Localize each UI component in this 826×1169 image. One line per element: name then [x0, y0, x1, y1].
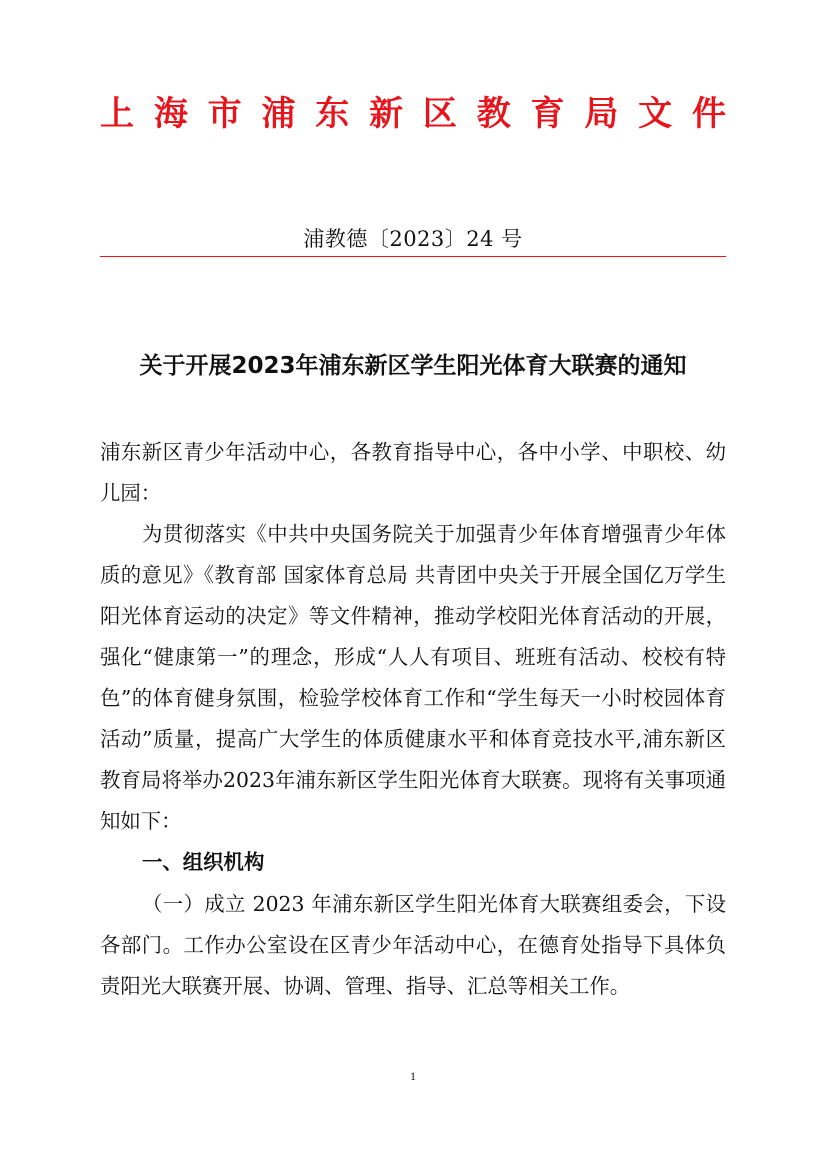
intro-paragraph: 为贯彻落实《中共中央国务院关于加强青少年体育增强青少年体质的意见》《教育部 国家体育总局 共青团中央关于开展全国亿万学生阳光体育运动的决定》等文件精神，推动学校阳光体育活动的开展，强化“健康第一”的理念，形成“人人有项目、班班有活动、校校有特色”的体育健身氛围，检验学校体育工作和“学生每天一小时校园体育活动”质量，提高广大学生的体质健康水平和体育竞技水平,浦东新区教育局将举办2023年浦东新区学生阳光体育大联赛。现将有关事项通知如下：: [100, 522, 726, 833]
header-char: 教: [476, 94, 511, 134]
section-heading-organization: 一、组织机构: [142, 850, 265, 874]
document-number: 浦教德〔2023〕24 号: [303, 227, 523, 251]
header-char: 东: [315, 94, 350, 134]
header-char: 件: [691, 94, 726, 134]
header-char: 浦: [261, 94, 296, 134]
header-char: 新: [369, 94, 404, 134]
header-char: 局: [584, 94, 619, 134]
header-char: 海: [153, 94, 188, 134]
header-char: 育: [530, 94, 565, 134]
organization-paragraph: （一）成立 2023 年浦东新区学生阳光体育大联赛组委会，下设各部门。工作办公室设在区青少年活动中心，在德育处指导下具体负责阳光大联赛开展、协调、管理、指导、汇总等相关工作。: [100, 892, 726, 998]
header-char: 区: [422, 94, 457, 134]
addressee-paragraph: 浦东新区青少年活动中心，各教育指导中心，各中小学、中职校、幼儿园：: [100, 440, 726, 505]
document-header-title: [100, 92, 726, 136]
header-char: 市: [207, 94, 242, 134]
red-divider-line: [100, 256, 726, 257]
header-char: 上: [100, 94, 134, 134]
notice-title: 关于开展2023年浦东新区学生阳光体育大联赛的通知: [139, 353, 687, 379]
header-char: 文: [638, 94, 673, 134]
page-number: 1: [410, 1069, 416, 1083]
